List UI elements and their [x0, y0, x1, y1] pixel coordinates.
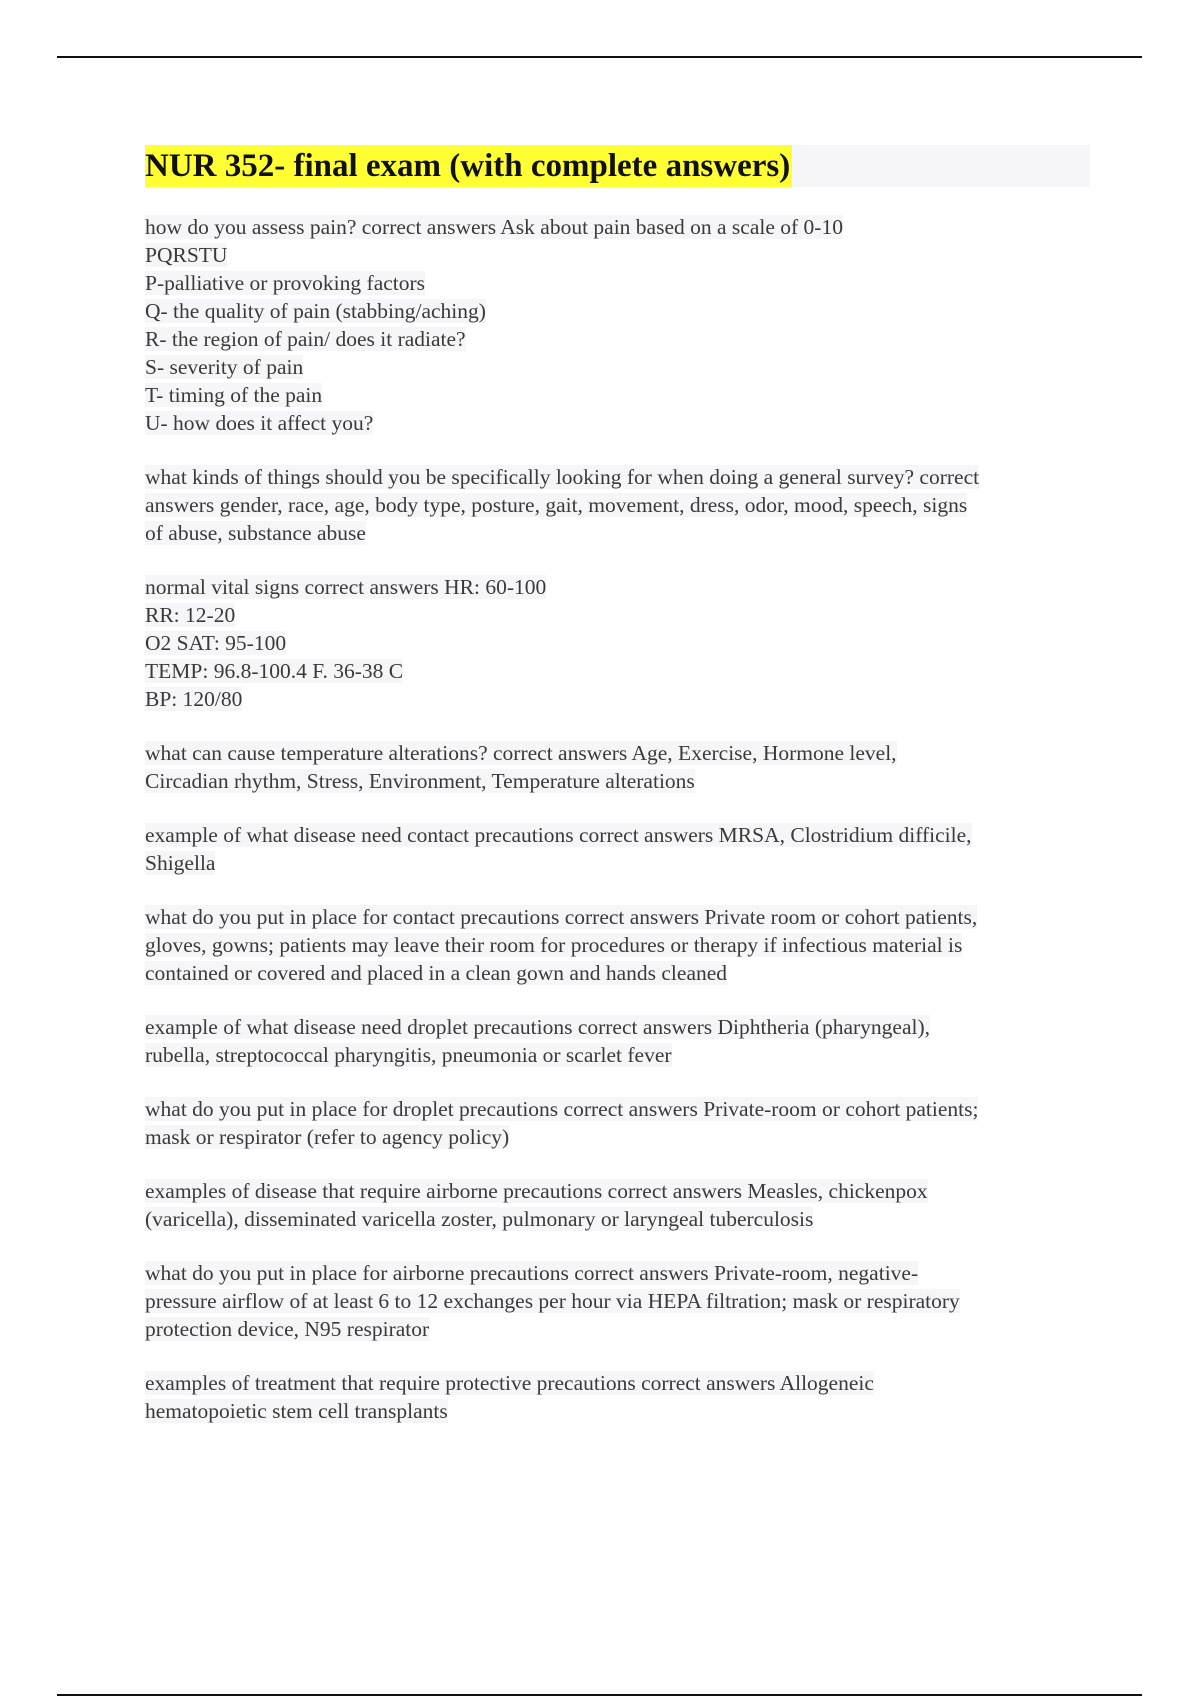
qa-entry-general-survey — [145, 463, 1090, 547]
qa-line: what can cause temperature alterations? correct answers Age, Exercise, Hormone level, — [145, 741, 897, 765]
qa-line: T- timing of the pain — [145, 383, 323, 407]
qa-entry-vital-signs — [145, 573, 1090, 713]
qa-entry-droplet-precautions — [145, 1095, 1090, 1151]
qa-entry-contact-diseases — [145, 821, 1090, 877]
qa-line: rubella, streptococcal pharyngitis, pneumonia or scarlet fever — [145, 1043, 672, 1067]
qa-entry-protective-precautions — [145, 1369, 1090, 1425]
qa-line: Circadian rhythm, Stress, Environment, Temperature alterations — [145, 769, 695, 793]
qa-line: O2 SAT: 95-100 — [145, 631, 287, 655]
qa-line: BP: 120/80 — [145, 687, 243, 711]
qa-line: (varicella), disseminated varicella zoster, pulmonary or laryngeal tuberculosis — [145, 1207, 814, 1231]
qa-line: what do you put in place for airborne precautions correct answers Private-room, negative- — [145, 1261, 919, 1285]
qa-line: examples of treatment that require protective precautions correct answers Allogeneic — [145, 1371, 874, 1395]
qa-line: TEMP: 96.8-100.4 F. 36-38 C — [145, 659, 404, 683]
qa-line: protection device, N95 respirator — [145, 1317, 430, 1341]
qa-entry-droplet-diseases — [145, 1013, 1090, 1069]
qa-line: S- severity of pain — [145, 355, 304, 379]
qa-line: RR: 12-20 — [145, 603, 236, 627]
qa-line: contained or covered and placed in a clean gown and hands cleaned — [145, 961, 728, 985]
qa-line: R- the region of pain/ does it radiate? — [145, 327, 466, 351]
title-band — [145, 145, 1090, 187]
qa-entry-airborne-diseases — [145, 1177, 1090, 1233]
qa-line: how do you assess pain? correct answers Ask about pain based on a scale of 0-10 — [145, 215, 843, 239]
top-rule — [57, 56, 1142, 58]
qa-line: what do you put in place for droplet precautions correct answers Private-room or cohort patients; — [145, 1097, 979, 1121]
qa-line: gloves, gowns; patients may leave their room for procedures or therapy if infectious material is — [145, 933, 963, 957]
qa-line: example of what disease need contact precautions correct answers MRSA, Clostridium difficile, — [145, 823, 972, 847]
qa-entry-temperature-alterations — [145, 739, 1090, 795]
qa-line: P-palliative or provoking factors — [145, 271, 426, 295]
qa-entry-contact-precautions — [145, 903, 1090, 987]
qa-line: Q- the quality of pain (stabbing/aching) — [145, 299, 486, 323]
qa-entry-pain-assessment — [145, 213, 1090, 437]
qa-line: hematopoietic stem cell transplants — [145, 1399, 448, 1423]
qa-line: what kinds of things should you be specifically looking for when doing a general survey? correct — [145, 465, 980, 489]
qa-line: PQRSTU — [145, 243, 228, 267]
qa-line: what do you put in place for contact precautions correct answers Private room or cohort patients, — [145, 905, 978, 929]
qa-line: normal vital signs correct answers HR: 60-100 — [145, 575, 547, 599]
document-body — [145, 145, 1090, 1451]
qa-line: of abuse, substance abuse — [145, 521, 366, 545]
document-title: NUR 352- final exam (with complete answers) — [145, 145, 792, 187]
qa-line: Shigella — [145, 851, 216, 875]
qa-line: mask or respirator (refer to agency policy) — [145, 1125, 510, 1149]
qa-line: answers gender, race, age, body type, posture, gait, movement, dress, odor, mood, speech, signs — [145, 493, 968, 517]
qa-line: U- how does it affect you? — [145, 411, 374, 435]
qa-line: example of what disease need droplet precautions correct answers Diphtheria (pharyngeal), — [145, 1015, 931, 1039]
qa-line: examples of disease that require airborne precautions correct answers Measles, chickenpox — [145, 1179, 928, 1203]
bottom-rule — [57, 1694, 1142, 1696]
qa-entry-airborne-precautions — [145, 1259, 1090, 1343]
qa-line: pressure airflow of at least 6 to 12 exchanges per hour via HEPA filtration; mask or respiratory — [145, 1289, 960, 1313]
